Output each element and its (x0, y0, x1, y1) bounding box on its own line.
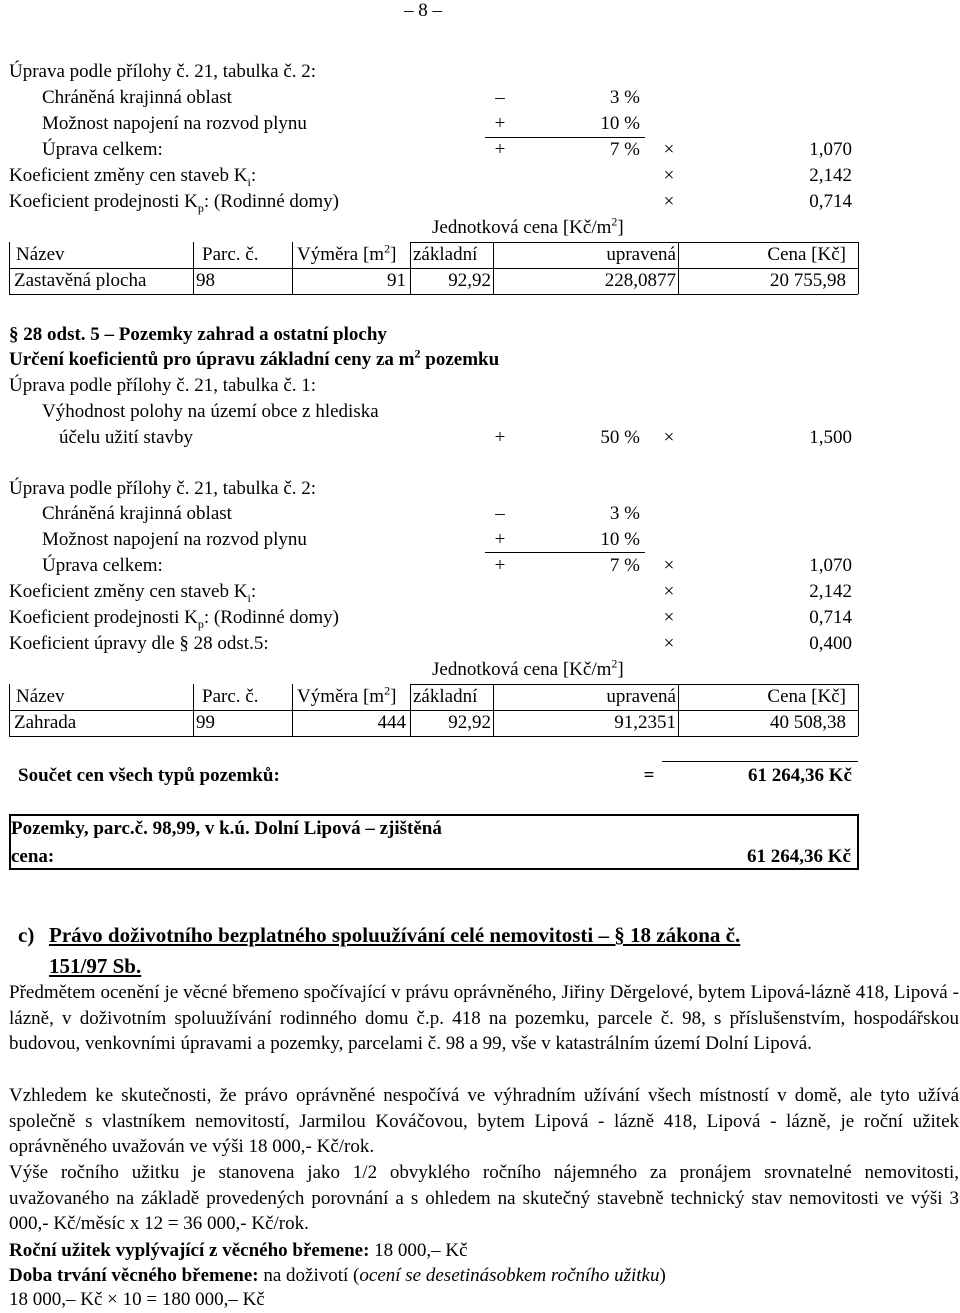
unit-price-header-text: Jednotková cena [Kč/m (432, 217, 612, 238)
row-sign: + (494, 113, 506, 134)
ki-sub: i (247, 174, 251, 189)
table-rule (493, 684, 494, 736)
ki-label-text: Koeficient změny cen staveb K (9, 581, 248, 602)
paragraph-2: Vzhledem ke skutečnosti, že právo oprávněné nespočívá ve výhradním užívání všech místností v domě, ale tyto užívá společně s vlastníkem nemovitostí, Jarmilou Kováčovou, bytem Lipová - lázně 418, Lipová - lázně, je roční užitek oprávněného uvažován ve výši 18 000,- Kč/rok. (9, 1085, 959, 1158)
row-label: Chráněná krajinná oblast (42, 87, 232, 108)
page-number-dash-right: – (427, 0, 442, 21)
ki-label-text: Koeficient změny cen staveb K (9, 165, 248, 186)
multiply-sign: × (663, 581, 675, 602)
row-pct: 7 % (609, 139, 640, 160)
row-pct: 10 % (600, 529, 640, 550)
col-header-area-text: Výměra [m (297, 686, 385, 707)
annual-benefit-label: Roční užitek vyplývající z věcného břemene: (9, 1240, 370, 1261)
duration-label: Doba trvání věcného břemene: (9, 1265, 259, 1286)
unit-price-close: ] (617, 659, 624, 680)
kp-label-text: Koeficient prodejnosti K (9, 191, 198, 212)
col-header-area (297, 683, 397, 708)
annual-benefit (9, 1238, 468, 1264)
table-rule (9, 268, 858, 269)
row-sign: – (495, 503, 505, 524)
table-rule (193, 242, 194, 294)
row-pct: 50 % (600, 427, 640, 448)
section2-subtitle-sup: 2 (414, 346, 421, 361)
col-header-area (297, 241, 397, 266)
coefficient-value: 1,070 (809, 555, 852, 576)
section-c-title-line1: Právo doživotního bezplatného spoluužívání celé nemovitosti – § 18 zákona č. (49, 923, 741, 947)
duration-value: na doživotí ( (258, 1265, 360, 1286)
calculation: 18 000,– Kč × 10 = 180 000,– Kč (9, 1289, 265, 1310)
cell-adjusted: 91,2351 (614, 712, 676, 733)
col-header-price: Cena [Kč] (767, 686, 846, 707)
row-sign: – (495, 87, 505, 108)
multiply-sign: × (663, 427, 675, 448)
k28-label: Koeficient úpravy dle § 28 odst.5: (9, 633, 269, 654)
table-rule (858, 242, 859, 294)
section2-subtitle-text: Určení koeficientů pro úpravu základní ceny za m (9, 349, 415, 370)
section1-heading: Úprava podle přílohy č. 21, tabulka č. 2: (9, 61, 317, 82)
unit-price-header (432, 214, 624, 239)
kp-value: 0,714 (809, 607, 852, 628)
page-number-value: 8 (418, 0, 428, 21)
section-c-marker: c) (18, 923, 35, 947)
table-rule (858, 684, 859, 736)
col-header-adjusted: upravená (606, 244, 676, 265)
cell-name: Zahrada (14, 712, 77, 733)
row-label: Úprava celkem: (42, 139, 163, 160)
multiply-sign: × (663, 555, 675, 576)
duration (9, 1263, 666, 1289)
table-rule (410, 684, 411, 736)
cell-parcel: 98 (196, 270, 215, 291)
paragraph-1: Předmětem ocenění je věcné břemeno spočívající v právu oprávněného, Jiřiny Děrgelové, bytem Lipová-lázně 418, Lipová - lázně, v doživotním spoluužívání rodinného domu č.p. 418 na pozemku, parcele č. 98, s příslušenstvím, hospodářskou budovou, venkovními úpravami a pozemky, parcelami č. 98 a 99, vše v katastrálním území Dolní Lipová. (9, 982, 959, 1055)
unit-price-sup: 2 (611, 214, 618, 229)
area-close: ] (390, 244, 397, 265)
multiply-sign: × (663, 191, 675, 212)
unit-price-header (432, 656, 624, 681)
row-sign: + (494, 555, 506, 576)
kp-label (9, 607, 339, 629)
kp-sub: p (197, 616, 204, 631)
sum-label: Součet cen všech typů pozemků: (18, 765, 280, 786)
unit-price-sup: 2 (611, 656, 618, 671)
kp-rest: : (Rodinné domy) (203, 191, 340, 212)
table-rule (410, 684, 858, 685)
col-header-base: základní (413, 686, 478, 707)
sum-rule (485, 137, 645, 138)
cell-adjusted: 228,0877 (604, 270, 676, 291)
sum-overline (662, 761, 858, 762)
row-sign: + (494, 529, 506, 550)
table-rule (9, 736, 858, 737)
table-rule (292, 684, 293, 736)
kp-label (9, 191, 339, 213)
cell-parcel: 99 (196, 712, 215, 733)
cell-name: Zastavěná plocha (14, 270, 147, 291)
section2-title: § 28 odst. 5 – Pozemky zahrad a ostatní plochy (9, 324, 387, 345)
cell-price: 40 508,38 (770, 712, 846, 733)
area-close: ] (390, 686, 397, 707)
section2-subtitle-end: pozemku (420, 349, 500, 370)
table-rule (410, 242, 858, 243)
multiply-sign: × (663, 139, 675, 160)
cell-price: 20 755,98 (770, 270, 846, 291)
col-header-price: Cena [Kč] (767, 244, 846, 265)
kp-value: 0,714 (809, 191, 852, 212)
ki-value: 2,142 (809, 165, 852, 186)
result-box (9, 814, 859, 870)
section-c-title-line2: 151/97 Sb. (49, 954, 142, 978)
table-rule (678, 242, 679, 294)
col-header-name: Název (16, 686, 65, 707)
page-number-dash-left: – (404, 0, 419, 21)
row-sign: + (494, 139, 506, 160)
kp-sub: p (197, 200, 204, 215)
result-line2: cena: (11, 846, 55, 867)
table-rule (292, 242, 293, 294)
table-rule (678, 684, 679, 736)
table-rule (410, 242, 411, 294)
t2-heading: Úprava podle přílohy č. 21, tabulka č. 2: (9, 478, 317, 499)
multiply-sign: × (663, 633, 675, 654)
col-header-parcel: Parc. č. (202, 244, 259, 265)
col-header-area-text: Výměra [m (297, 244, 385, 265)
duration-close: ) (659, 1265, 666, 1286)
coefficient-value: 1,500 (809, 427, 852, 448)
row-pct: 7 % (609, 555, 640, 576)
table-rule (493, 242, 494, 294)
ki-value: 2,142 (809, 581, 852, 602)
t1-line1: Výhodnost polohy na území obce z hlediska (42, 401, 379, 422)
cell-base: 92,92 (448, 712, 491, 733)
row-sign: + (494, 427, 506, 448)
table-rule (9, 710, 858, 711)
table-rule (9, 242, 10, 294)
row-label: Úprava celkem: (42, 555, 163, 576)
t1-line2: účelu užití stavby (59, 427, 194, 448)
section2-subtitle (9, 346, 500, 371)
row-pct: 10 % (600, 113, 640, 134)
ki-sub: i (247, 590, 251, 605)
table-rule (9, 684, 10, 736)
multiply-sign: × (663, 607, 675, 628)
col-header-base: základní (413, 244, 478, 265)
kp-label-text: Koeficient prodejnosti K (9, 607, 198, 628)
sum-value: 61 264,36 Kč (748, 765, 852, 786)
cell-area: 91 (387, 270, 406, 291)
ki-label: Koeficient změny cen staveb $K_i$: (9, 581, 257, 605)
result-line1: Pozemky, parc.č. 98,99, v k.ú. Dolní Lipová – zjištěná (11, 818, 442, 839)
row-label: Chráněná krajinná oblast (42, 503, 232, 524)
col-header-adjusted: upravená (606, 686, 676, 707)
coefficient-value: 1,070 (809, 139, 852, 160)
sum-equals: = (643, 765, 655, 786)
kp-rest: : (Rodinné domy) (203, 607, 340, 628)
table-rule (9, 294, 858, 295)
area-sup: 2 (384, 683, 391, 698)
cell-area: 444 (377, 712, 406, 733)
col-header-name: Název (16, 244, 65, 265)
unit-price-header-text: Jednotková cena [Kč/m (432, 659, 612, 680)
page-number (404, 0, 442, 22)
col-header-parcel: Parc. č. (202, 686, 259, 707)
duration-italic: ocení se desetinásobkem ročního užitku (359, 1265, 660, 1286)
t1-heading: Úprava podle přílohy č. 21, tabulka č. 1: (9, 375, 317, 396)
cell-base: 92,92 (448, 270, 491, 291)
annual-benefit-value: 18 000,– Kč (369, 1240, 468, 1261)
row-pct: 3 % (609, 503, 640, 524)
multiply-sign: × (663, 165, 675, 186)
table-rule (193, 684, 194, 736)
row-pct: 3 % (609, 87, 640, 108)
paragraph-3: Výše ročního užitku je stanovena jako 1/2 obvyklého ročního nájemného za pronájem srovnatelné nemovitosti, uvažovaného na základě provedených porovnání a s ohledem na skutečný stavebně technický stav nemovitosti ve výši 3 000,- Kč/měsíc x 12 = 36 000,- Kč/rok. (9, 1162, 959, 1235)
k28-value: 0,400 (809, 633, 852, 654)
row-label: Možnost napojení na rozvod plynu (42, 529, 307, 550)
result-value: 61 264,36 Kč (747, 846, 851, 867)
area-sup: 2 (384, 241, 391, 256)
sum-rule (485, 552, 645, 553)
ki-label: Koeficient změny cen staveb $K_i$: (9, 165, 257, 189)
unit-price-close: ] (617, 217, 624, 238)
row-label: Možnost napojení na rozvod plynu (42, 113, 307, 134)
